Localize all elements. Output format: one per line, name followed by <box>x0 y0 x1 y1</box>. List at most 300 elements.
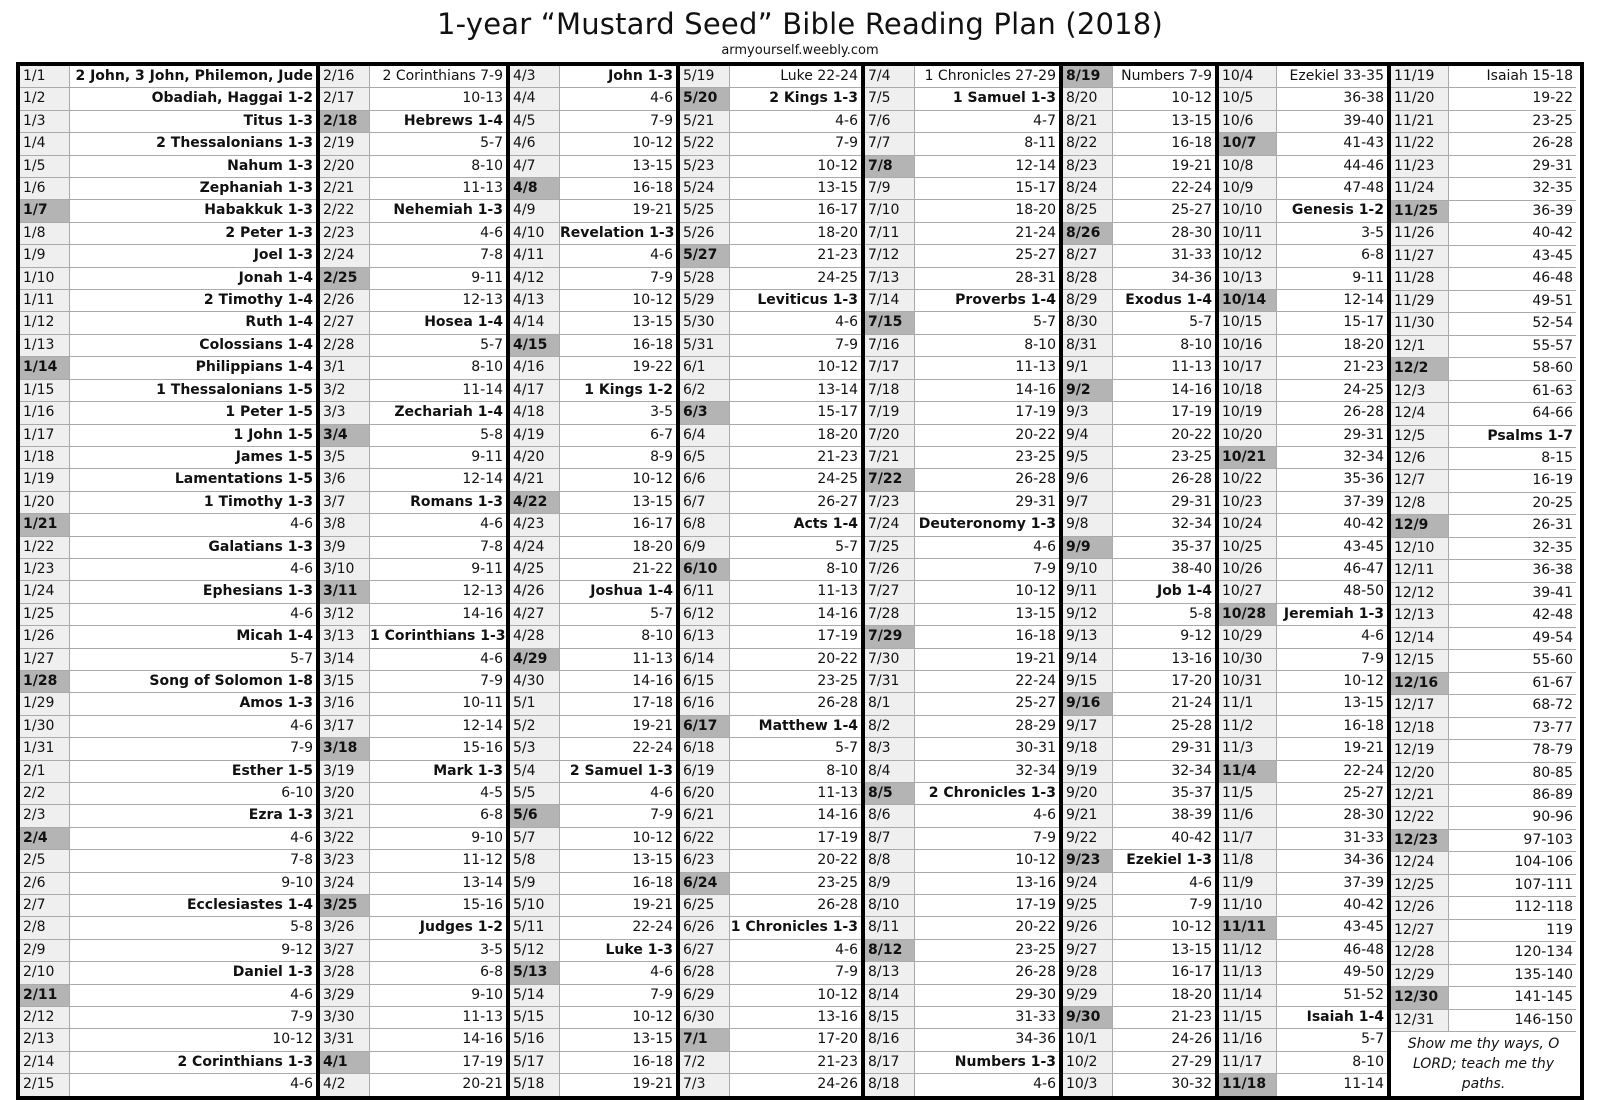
date-cell: 4/14 <box>510 312 560 333</box>
table-row <box>1063 626 1215 648</box>
reading-cell: Ezekiel 33-35 <box>1289 68 1384 84</box>
reading-cell: 26-28 <box>1015 471 1056 488</box>
reading-cell: 120-134 <box>1514 944 1573 961</box>
date-cell: 6/27 <box>680 940 730 961</box>
reading-cell: 10-12 <box>632 829 673 846</box>
table-row <box>680 469 861 491</box>
date-cell: 4/20 <box>510 447 560 468</box>
date-cell: 6/18 <box>680 738 730 759</box>
reading-cell: 15-16 <box>462 897 503 914</box>
date-cell: 3/6 <box>320 469 370 490</box>
date-cell: 1/15 <box>20 380 70 401</box>
table-row <box>20 492 316 514</box>
table-row <box>680 357 861 379</box>
date-cell: 6/24 <box>680 873 730 894</box>
date-cell: 12/1 <box>1391 336 1449 357</box>
reading-cell: 29-31 <box>1171 493 1212 510</box>
date-cell: 5/23 <box>680 156 730 177</box>
date-cell: 11/8 <box>1219 850 1277 871</box>
reading-cell: 24-25 <box>817 471 858 488</box>
date-cell: 9/16 <box>1063 693 1113 714</box>
table-row <box>865 1074 1059 1095</box>
reading-cell: 2 Timothy 1-4 <box>203 292 313 309</box>
reading-cell: 21-23 <box>817 1053 858 1070</box>
reading-cell: 39-40 <box>1343 112 1384 129</box>
table-row <box>1391 650 1576 672</box>
date-cell: 7/11 <box>865 223 915 244</box>
table-row <box>1219 514 1387 536</box>
reading-cell: 25-27 <box>1015 247 1056 264</box>
table-row <box>1219 425 1387 447</box>
reading-cell: 46-48 <box>1532 270 1573 287</box>
table-row <box>1219 1074 1387 1095</box>
date-cell: 9/1 <box>1063 357 1113 378</box>
date-cell: 7/21 <box>865 447 915 468</box>
reading-cell: 3-5 <box>1361 224 1384 241</box>
reading-cell: 10-12 <box>1171 919 1212 936</box>
date-cell: 12/31 <box>1391 1010 1449 1031</box>
table-row <box>680 447 861 469</box>
table-row <box>1063 962 1215 984</box>
reading-cell: 17-20 <box>817 1031 858 1048</box>
table-row <box>510 268 676 290</box>
table-row <box>680 716 861 738</box>
reading-cell: 24-25 <box>1343 381 1384 398</box>
table-row <box>320 1029 506 1051</box>
table-row <box>680 335 861 357</box>
date-cell: 1/10 <box>20 268 70 289</box>
date-cell: 6/15 <box>680 671 730 692</box>
reading-cell: 9-11 <box>471 269 503 286</box>
date-cell: 1/4 <box>20 133 70 154</box>
date-cell: 1/31 <box>20 738 70 759</box>
date-cell: 8/4 <box>865 761 915 782</box>
date-cell: 6/13 <box>680 626 730 647</box>
date-cell: 2/28 <box>320 335 370 356</box>
table-row <box>320 245 506 267</box>
table-row <box>680 178 861 200</box>
date-cell: 5/16 <box>510 1029 560 1050</box>
reading-cell: Nehemiah 1-3 <box>393 202 503 219</box>
table-row <box>510 873 676 895</box>
date-cell: 10/19 <box>1219 402 1277 423</box>
reading-cell: 13-15 <box>1015 605 1056 622</box>
date-cell: 9/10 <box>1063 559 1113 580</box>
table-row <box>680 559 861 581</box>
reading-cell: 1 Chronicles 1-3 <box>730 919 858 936</box>
table-row <box>510 738 676 760</box>
reading-cell: 18-20 <box>1015 202 1056 219</box>
reading-cell: 23-25 <box>1532 112 1573 129</box>
date-cell: 1/19 <box>20 469 70 490</box>
date-cell: 10/15 <box>1219 312 1277 333</box>
date-cell: 7/6 <box>865 111 915 132</box>
table-row <box>1391 942 1576 964</box>
table-row <box>1219 693 1387 715</box>
table-row <box>20 402 316 424</box>
table-row <box>1219 200 1387 222</box>
date-cell: 9/18 <box>1063 738 1113 759</box>
reading-cell: 16-18 <box>1343 717 1384 734</box>
reading-cell: 21-23 <box>1171 1009 1212 1026</box>
reading-cell: 14-16 <box>1015 381 1056 398</box>
reading-cell: 17-18 <box>632 695 673 712</box>
date-cell: 12/29 <box>1391 965 1449 986</box>
date-cell: 1/1 <box>20 66 70 87</box>
reading-cell: 44-46 <box>1343 157 1384 174</box>
table-row <box>1219 962 1387 984</box>
reading-cell: 37-39 <box>1343 493 1384 510</box>
reading-cell: 9-12 <box>1180 628 1212 645</box>
date-cell: 8/21 <box>1063 111 1113 132</box>
table-row <box>1391 785 1576 807</box>
date-cell: 6/9 <box>680 537 730 558</box>
reading-cell: 2 Corinthians 7-9 <box>382 68 503 84</box>
table-row <box>865 514 1059 536</box>
reading-cell: 14-16 <box>462 1031 503 1048</box>
table-row <box>865 1029 1059 1051</box>
reading-cell: 16-18 <box>632 180 673 197</box>
date-cell: 3/14 <box>320 649 370 670</box>
date-cell: 12/8 <box>1391 493 1449 514</box>
date-cell: 12/18 <box>1391 718 1449 739</box>
reading-cell: 15-17 <box>1343 314 1384 331</box>
reading-cell: 23-25 <box>817 672 858 689</box>
reading-cell: 36-38 <box>1532 562 1573 579</box>
date-cell: 7/12 <box>865 245 915 266</box>
table-row <box>320 447 506 469</box>
date-cell: 7/5 <box>865 88 915 109</box>
date-cell: 11/7 <box>1219 828 1277 849</box>
table-row <box>1391 111 1576 133</box>
reading-cell: 26-27 <box>817 493 858 510</box>
reading-cell: 17-19 <box>1015 897 1056 914</box>
reading-cell: 51-52 <box>1343 986 1384 1003</box>
date-cell: 6/21 <box>680 805 730 826</box>
table-row <box>1219 873 1387 895</box>
table-row <box>320 985 506 1007</box>
reading-cell: 5-7 <box>1361 1031 1384 1048</box>
table-row <box>510 335 676 357</box>
reading-cell: 26-28 <box>817 695 858 712</box>
reading-cell: 73-77 <box>1532 719 1573 736</box>
table-row <box>20 693 316 715</box>
reading-cell: 10-12 <box>632 292 673 309</box>
reading-cell: 12-14 <box>462 717 503 734</box>
table-row <box>20 357 316 379</box>
date-cell: 11/22 <box>1391 133 1449 154</box>
reading-cell: 4-6 <box>650 964 673 981</box>
table-row <box>1219 649 1387 671</box>
table-row <box>20 447 316 469</box>
reading-cell: 9-11 <box>1352 269 1384 286</box>
reading-cell: 13-15 <box>1171 112 1212 129</box>
date-cell: 12/7 <box>1391 470 1449 491</box>
date-cell: 6/6 <box>680 469 730 490</box>
table-row <box>865 895 1059 917</box>
date-cell: 3/28 <box>320 962 370 983</box>
date-cell: 9/26 <box>1063 917 1113 938</box>
date-cell: 1/2 <box>20 88 70 109</box>
reading-cell: Jeremiah 1-3 <box>1283 605 1384 622</box>
reading-cell: 15-17 <box>817 404 858 421</box>
date-cell: 3/26 <box>320 917 370 938</box>
date-cell: 8/20 <box>1063 88 1113 109</box>
date-cell: 12/22 <box>1391 807 1449 828</box>
table-row <box>320 66 506 88</box>
date-cell: 6/3 <box>680 402 730 423</box>
date-cell: 8/29 <box>1063 290 1113 311</box>
date-cell: 7/19 <box>865 402 915 423</box>
reading-cell: 21-24 <box>1171 695 1212 712</box>
date-cell: 10/5 <box>1219 88 1277 109</box>
reading-cell: Exodus 1-4 <box>1125 292 1212 309</box>
table-row <box>1391 740 1576 762</box>
table-row <box>1063 492 1215 514</box>
reading-cell: Habakkuk 1-3 <box>204 202 313 219</box>
table-row <box>1391 920 1576 942</box>
table-row <box>865 850 1059 872</box>
date-cell: 9/12 <box>1063 604 1113 625</box>
reading-cell: 5-7 <box>1033 314 1056 331</box>
date-cell: 7/23 <box>865 492 915 513</box>
date-cell: 2/19 <box>320 133 370 154</box>
reading-cell: 15-17 <box>1015 180 1056 197</box>
table-row <box>1063 1052 1215 1074</box>
reading-cell: Jonah 1-4 <box>238 269 313 286</box>
table-row <box>20 268 316 290</box>
table-row <box>510 514 676 536</box>
date-cell: 4/17 <box>510 380 560 401</box>
date-cell: 5/4 <box>510 761 560 782</box>
date-cell: 8/7 <box>865 828 915 849</box>
table-row <box>1219 895 1387 917</box>
reading-cell: 52-54 <box>1532 315 1573 332</box>
table-row <box>680 581 861 603</box>
table-row <box>510 312 676 334</box>
date-cell: 10/24 <box>1219 514 1277 535</box>
table-row <box>320 312 506 334</box>
reading-cell: 12-14 <box>1343 292 1384 309</box>
date-cell: 2/13 <box>20 1029 70 1050</box>
date-cell: 5/21 <box>680 111 730 132</box>
table-row <box>680 1007 861 1029</box>
table-row <box>1219 402 1387 424</box>
reading-cell: 13-15 <box>632 1031 673 1048</box>
date-cell: 11/29 <box>1391 291 1449 312</box>
reading-cell: 10-12 <box>817 359 858 376</box>
table-row <box>1063 738 1215 760</box>
table-row <box>510 917 676 939</box>
reading-cell: Job 1-4 <box>1156 583 1212 600</box>
table-row <box>1219 626 1387 648</box>
date-cell: 2/17 <box>320 88 370 109</box>
reading-cell: 61-67 <box>1532 674 1573 691</box>
date-cell: 5/7 <box>510 828 560 849</box>
date-cell: 4/21 <box>510 469 560 490</box>
table-row <box>20 111 316 133</box>
table-row <box>1219 156 1387 178</box>
table-row <box>320 626 506 648</box>
date-cell: 1/6 <box>20 178 70 199</box>
date-cell: 9/29 <box>1063 985 1113 1006</box>
reading-cell: Joshua 1-4 <box>590 583 673 600</box>
table-row <box>20 985 316 1007</box>
reading-cell: 30-32 <box>1171 1076 1212 1093</box>
table-row <box>865 223 1059 245</box>
reading-cell: 7-9 <box>650 986 673 1003</box>
table-row <box>680 425 861 447</box>
date-cell: 1/17 <box>20 425 70 446</box>
table-row <box>1219 1007 1387 1029</box>
reading-cell: 11-13 <box>1171 359 1212 376</box>
date-cell: 8/11 <box>865 917 915 938</box>
date-cell: 1/3 <box>20 111 70 132</box>
table-row <box>510 693 676 715</box>
table-row <box>510 245 676 267</box>
table-row <box>1391 178 1576 200</box>
date-cell: 10/6 <box>1219 111 1277 132</box>
reading-cell: 97-103 <box>1523 831 1573 848</box>
reading-cell: 34-36 <box>1343 852 1384 869</box>
table-row <box>1391 987 1576 1009</box>
reading-cell: 21-23 <box>817 448 858 465</box>
reading-cell: 49-54 <box>1532 629 1573 646</box>
reading-cell: Ezra 1-3 <box>248 807 313 824</box>
reading-cell: 2 Thessalonians 1-3 <box>156 135 313 152</box>
date-cell: 4/8 <box>510 178 560 199</box>
date-cell: 5/27 <box>680 245 730 266</box>
reading-cell: 23-25 <box>1015 941 1056 958</box>
date-cell: 3/18 <box>320 738 370 759</box>
date-cell: 4/2 <box>320 1074 370 1095</box>
reading-cell: 18-20 <box>817 426 858 443</box>
date-cell: 12/15 <box>1391 650 1449 671</box>
table-row <box>1219 492 1387 514</box>
reading-cell: 5-7 <box>835 538 858 555</box>
date-cell: 10/10 <box>1219 200 1277 221</box>
date-cell: 12/25 <box>1391 875 1449 896</box>
table-row <box>1063 335 1215 357</box>
table-row <box>1219 985 1387 1007</box>
table-row <box>510 649 676 671</box>
table-row <box>1063 850 1215 872</box>
month-column <box>1391 66 1576 1096</box>
table-row <box>20 962 316 984</box>
date-cell: 10/26 <box>1219 559 1277 580</box>
table-row <box>1219 559 1387 581</box>
table-row <box>1391 538 1576 560</box>
reading-cell: 38-40 <box>1171 560 1212 577</box>
reading-cell: 32-35 <box>1532 180 1573 197</box>
reading-cell: 32-34 <box>1015 762 1056 779</box>
reading-cell: 13-15 <box>1343 695 1384 712</box>
table-row <box>510 805 676 827</box>
table-row <box>320 88 506 110</box>
table-row <box>865 805 1059 827</box>
table-row <box>1219 761 1387 783</box>
reading-cell: 5-8 <box>1189 605 1212 622</box>
reading-cell: 4-6 <box>1189 874 1212 891</box>
table-row <box>680 66 861 88</box>
date-cell: 9/20 <box>1063 783 1113 804</box>
table-row <box>510 962 676 984</box>
date-cell: 11/19 <box>1391 66 1449 87</box>
table-row <box>1391 246 1576 268</box>
reading-cell: 4-6 <box>650 785 673 801</box>
table-row <box>865 200 1059 222</box>
date-cell: 1/25 <box>20 604 70 625</box>
table-row <box>320 492 506 514</box>
table-row <box>1391 515 1576 537</box>
table-row <box>20 604 316 626</box>
table-row <box>320 514 506 536</box>
date-cell: 7/1 <box>680 1029 730 1050</box>
reading-cell: 58-60 <box>1532 360 1573 377</box>
date-cell: 1/27 <box>20 649 70 670</box>
table-row <box>865 828 1059 850</box>
date-cell: 10/4 <box>1219 66 1277 87</box>
date-cell: 5/9 <box>510 873 560 894</box>
date-cell: 2/2 <box>20 783 70 804</box>
table-row <box>1391 403 1576 425</box>
reading-cell: 49-50 <box>1343 964 1384 981</box>
table-row <box>510 604 676 626</box>
date-cell: 4/3 <box>510 66 560 87</box>
reading-cell: 1 Chronicles 27-29 <box>924 68 1056 84</box>
table-row <box>1063 66 1215 88</box>
reading-cell: 12-13 <box>462 583 503 600</box>
date-cell: 9/19 <box>1063 761 1113 782</box>
reading-cell: 22-24 <box>1343 762 1384 779</box>
reading-cell: 25-27 <box>1343 785 1384 801</box>
date-cell: 8/31 <box>1063 335 1113 356</box>
date-cell: 8/27 <box>1063 245 1113 266</box>
reading-cell: 5-8 <box>480 426 503 443</box>
table-row <box>20 312 316 334</box>
reading-cell: 141-145 <box>1514 989 1573 1006</box>
date-cell: 3/2 <box>320 380 370 401</box>
table-row <box>510 1029 676 1051</box>
table-row <box>320 716 506 738</box>
table-row <box>1391 1010 1576 1032</box>
reading-cell: 46-48 <box>1343 941 1384 958</box>
table-row <box>1391 133 1576 155</box>
date-cell: 4/9 <box>510 200 560 221</box>
reading-cell: Leviticus 1-3 <box>757 292 858 309</box>
table-row <box>865 604 1059 626</box>
table-row <box>20 783 316 805</box>
date-cell: 4/29 <box>510 649 560 670</box>
reading-cell: 32-34 <box>1171 762 1212 779</box>
table-row <box>680 88 861 110</box>
date-cell: 5/5 <box>510 783 560 804</box>
table-row <box>20 200 316 222</box>
date-cell: 6/7 <box>680 492 730 513</box>
reading-cell: 9-11 <box>471 560 503 577</box>
reading-cell: 5-7 <box>1189 314 1212 331</box>
date-cell: 7/7 <box>865 133 915 154</box>
table-row <box>680 738 861 760</box>
date-cell: 10/17 <box>1219 357 1277 378</box>
date-cell: 5/14 <box>510 985 560 1006</box>
date-cell: 4/26 <box>510 581 560 602</box>
date-cell: 3/12 <box>320 604 370 625</box>
date-cell: 1/5 <box>20 156 70 177</box>
table-row <box>510 133 676 155</box>
table-row <box>1219 1029 1387 1051</box>
table-row <box>510 380 676 402</box>
